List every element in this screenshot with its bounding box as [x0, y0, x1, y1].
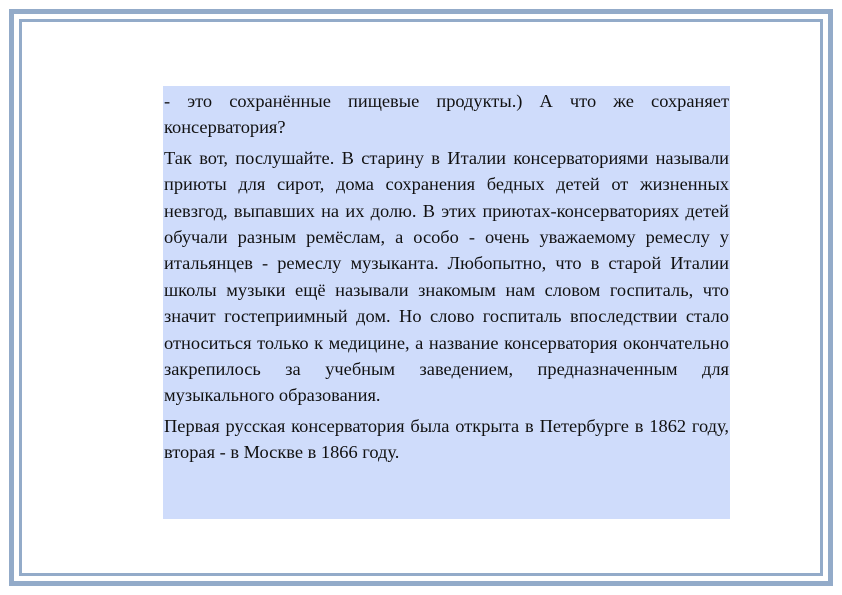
text-box — [163, 86, 730, 519]
paragraph-russian-conservatories: Первая русская консерватория была открыта в Петербурге в 1862 году, вторая - в Москве в 1866 году. — [164, 415, 729, 463]
paragraph-intro-end: - это сохранённые пищевые продукты.) А что же сохраняет консерватория? — [164, 91, 729, 138]
paragraph-conservatory-history: Так вот, послушайте. В старину в Италии консерваториями называли приюты для сирот, дома сохранения бедных детей от жизненных невзгод, выпавших на их долю. В этих приютах-консерваториях детей обучали разным ремёслам, а особо - очень уважаемому ремеслу у итальянцев - ремеслу музыканта. Любопытно, что в старой Италии школы музыки ещё называли знакомым нам словом госпиталь, что значит гостеприимный дом. Но слово госпиталь впоследствии стало относиться только к медицине, а название консерватория окончательно закрепилось за учебным заведением, предназначенным для музыкального образования. — [164, 147, 729, 406]
